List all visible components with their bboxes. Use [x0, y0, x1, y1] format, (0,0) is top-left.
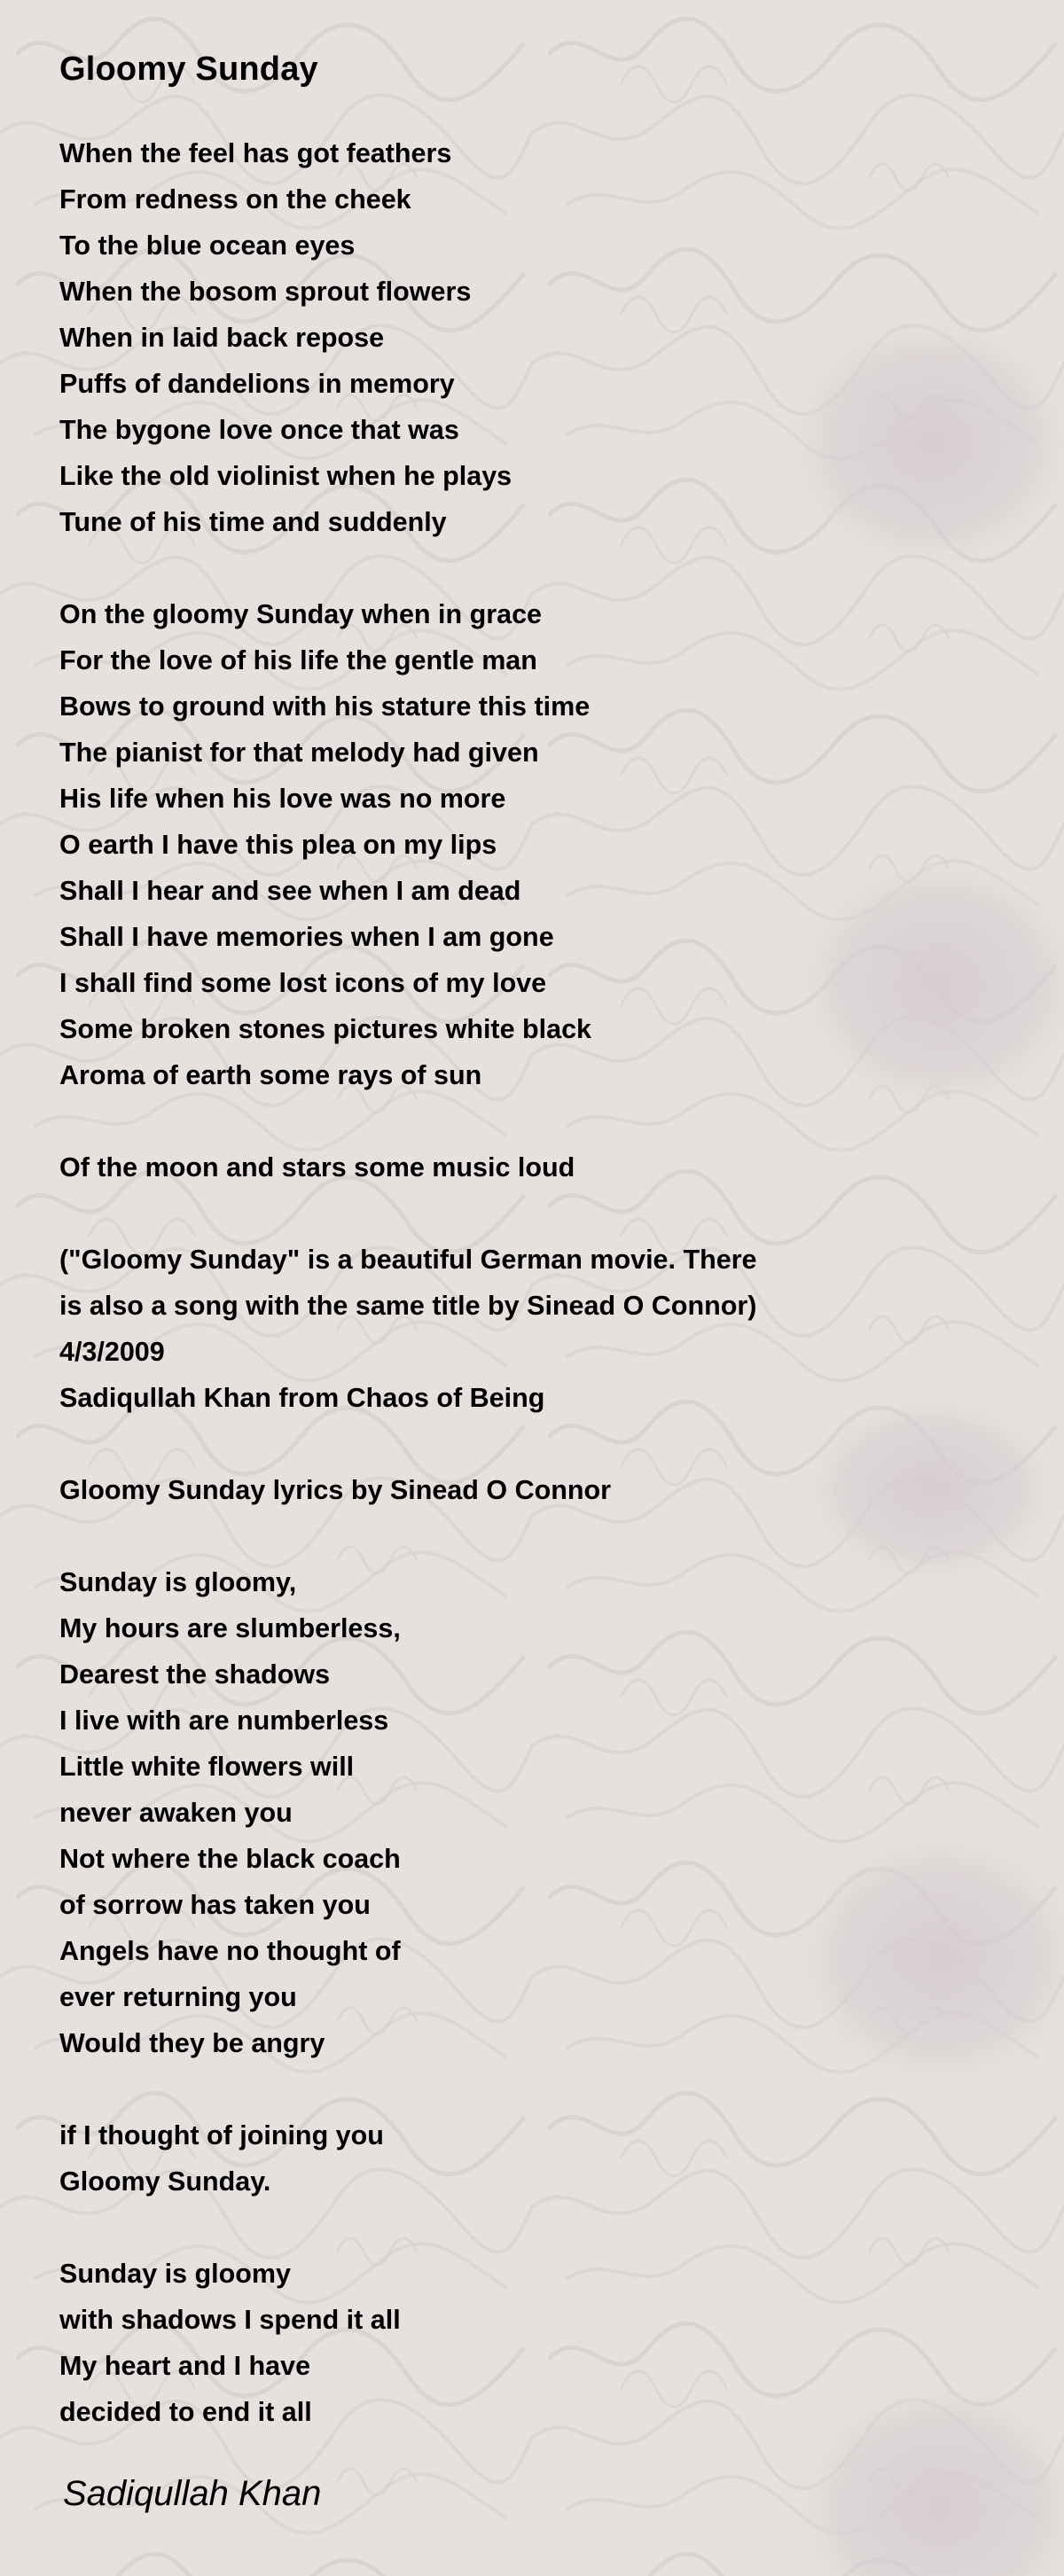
poem-line: Would they be angry — [59, 2028, 325, 2058]
poem-line: O earth I have this plea on my lips — [59, 830, 497, 860]
poem-line: never awaken you — [59, 1798, 293, 1828]
stanza — [59, 2251, 1017, 2435]
poem-line: Aroma of earth some rays of sun — [59, 1060, 482, 1090]
poem-line: The pianist for that melody had given — [59, 738, 539, 768]
stanza-break — [59, 1190, 1017, 1237]
poem-line: Sunday is gloomy, — [59, 1567, 297, 1597]
poem-line: of sorrow has taken you — [59, 1890, 371, 1920]
poem-line: Little white flowers will — [59, 1752, 355, 1782]
stanza-break — [59, 2066, 1017, 2112]
stanza-break — [59, 1421, 1017, 1467]
poem-line: Sadiqullah Khan from Chaos of Being — [59, 1383, 545, 1413]
poem-line: Tune of his time and suddenly — [59, 507, 447, 537]
poem-line: Sunday is gloomy — [59, 2259, 291, 2289]
poem-line: Of the moon and stars some music loud — [59, 1152, 575, 1183]
poem-line: My hours are slumberless, — [59, 1613, 401, 1643]
poem-line: On the gloomy Sunday when in grace — [59, 599, 542, 629]
poem-line: Angels have no thought of — [59, 1936, 401, 1966]
stanza — [59, 1144, 1017, 1190]
stanza — [59, 591, 1017, 1098]
stanza — [59, 2112, 1017, 2205]
stanza-break — [59, 1513, 1017, 1559]
poem-line: When the feel has got feathers — [59, 138, 452, 168]
stanza — [59, 1467, 1017, 1513]
poem-line: I live with are numberless — [59, 1706, 389, 1736]
poem-line: Shall I have memories when I am gone — [59, 922, 554, 952]
poem-line: Gloomy Sunday. — [59, 2166, 271, 2197]
poem-line: is also a song with the same title by Sinead O Connor) — [59, 1291, 757, 1321]
poem-line: ("Gloomy Sunday" is a beautiful German movie. There — [59, 1245, 757, 1275]
poem-line: My heart and I have — [59, 2351, 311, 2381]
poem-author: Sadiqullah Khan — [63, 2474, 322, 2513]
stanza — [59, 130, 1017, 545]
poem-line: ever returning you — [59, 1982, 297, 2012]
stanza — [59, 1237, 1017, 1421]
poem-line: decided to end it all — [59, 2397, 312, 2427]
stanza — [59, 1559, 1017, 2066]
poem-line: 4/3/2009 — [59, 1337, 165, 1367]
poem-line: if I thought of joining you — [59, 2120, 384, 2151]
poem-line: Like the old violinist when he plays — [59, 461, 512, 491]
poem-line: Dearest the shadows — [59, 1659, 331, 1690]
poem-line: When the bosom sprout flowers — [59, 277, 472, 307]
poem-line: Shall I hear and see when I am dead — [59, 876, 521, 906]
poem-line: Bows to ground with his stature this time — [59, 691, 591, 722]
poem-line: When in laid back repose — [59, 323, 385, 353]
poem-line: The bygone love once that was — [59, 415, 459, 445]
poem-line: Gloomy Sunday lyrics by Sinead O Connor — [59, 1475, 611, 1505]
poem-line: For the love of his life the gentle man — [59, 645, 537, 675]
poem-line: Puffs of dandelions in memory — [59, 369, 455, 399]
stanza-break — [59, 2205, 1017, 2251]
poem-line: I shall find some lost icons of my love — [59, 968, 547, 998]
poem-body — [59, 130, 1017, 2435]
poem-line: with shadows I spend it all — [59, 2305, 401, 2335]
poem-line: To the blue ocean eyes — [59, 230, 356, 261]
stanza-break — [59, 545, 1017, 591]
poem-line: His life when his love was no more — [59, 784, 506, 814]
stanza-break — [59, 1098, 1017, 1144]
poem-title: Gloomy Sunday — [59, 51, 318, 88]
poem-line: Not where the black coach — [59, 1844, 401, 1874]
poem-line: From redness on the cheek — [59, 184, 411, 215]
poem-line: Some broken stones pictures white black — [59, 1014, 592, 1044]
